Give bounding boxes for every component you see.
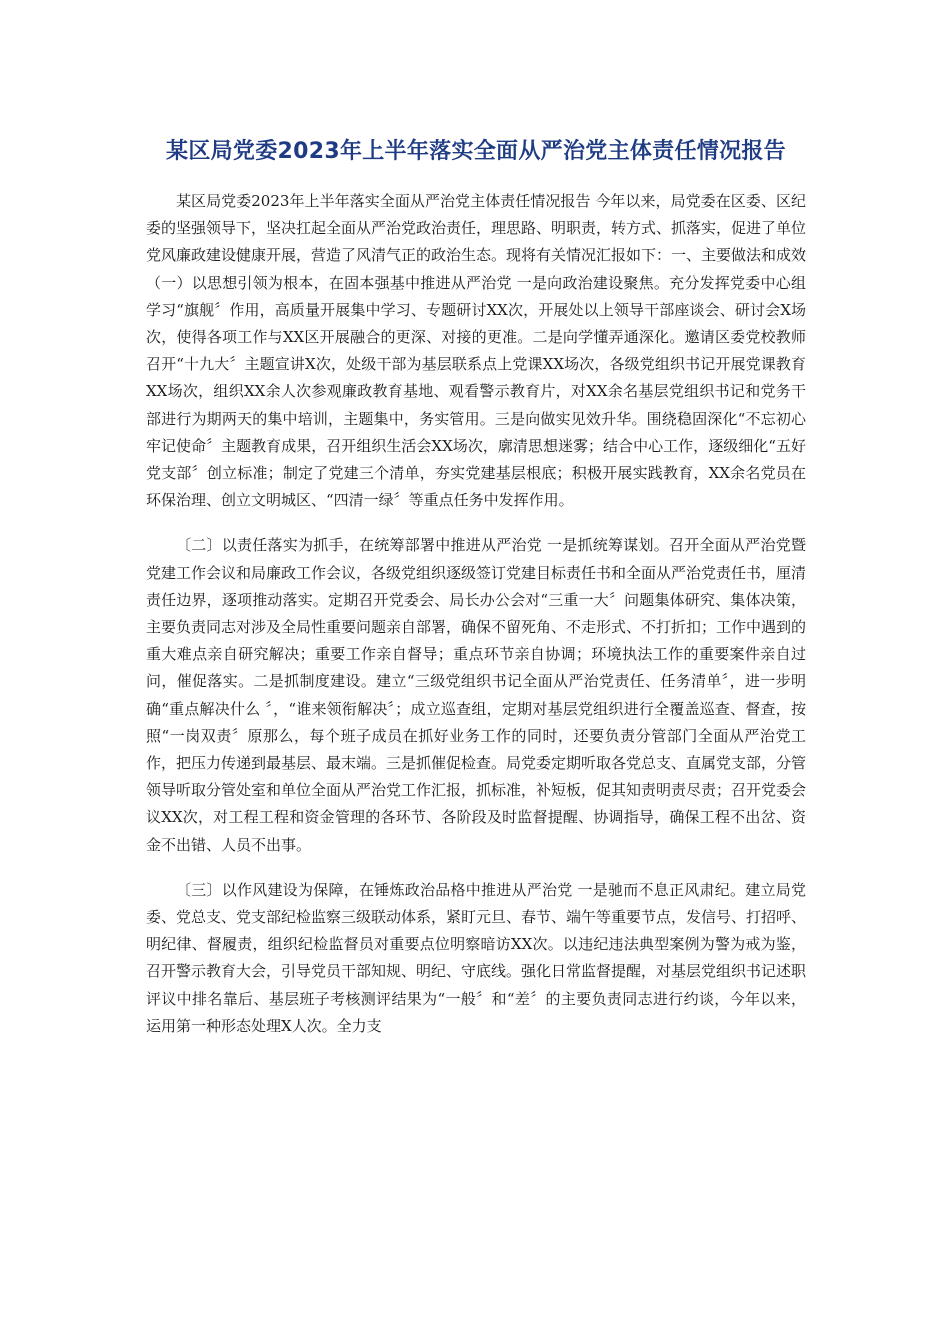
document-title: 某区局党委2023年上半年落实全面从严治党主体责任情况报告: [166, 139, 786, 164]
document-page: [146, 0, 806, 1040]
paragraph-intro-and-section-1: 某区局党委2023年上半年落实全面从严治党主体责任情况报告 今年以来，局党委在区委、区纪委的坚强领导下，坚决扛起全面从严治党政治责任，理思路、明职责，转方式、抓落实，促进了单位党风廉政建设健康开展，营造了风清气正的政治生态。现将有关情况汇报如下：一、主要做法和成效（一）以思想引领为根本，在固本强基中推进从严治党 一是向政治建设聚焦。充分发挥党委中心组学习“旗舰〞作用，高质量开展集中学习、专题研讨XX次，开展处以上领导干部座谈会、研讨会X场次，使得各项工作与XX区开展融合的更深、对接的更准。二是向学懂弄通深化。邀请区委党校教师召开“十九大〞主题宣讲X次，处级干部为基层联系点上党课XX场次，各级党组织书记开展党课教育XX场次，组织XX余人次参观廉政教育基地、观看警示教育片，对XX余名基层党组织书记和党务干部进行为期两天的集中培训，主题集中，务实管用。三是向做实见效升华。围绕稳固深化“不忘初心牢记使命〞主题教育成果，召开组织生活会XX场次，廓清思想迷雾；结合中心工作，逐级细化“五好党支部〞创立标准；制定了党建三个清单，夯实党建基层根底；积极开展实践教育，XX余名党员在环保治理、创立文明城区、“四清一绿〞等重点任务中发挥作用。: [146, 192, 807, 510]
paragraph-section-3: 〔三〕以作风建设为保障，在锤炼政治品格中推进从严治党 一是驰而不息正风肃纪。建立局党委、党总支、党支部纪检监察三级联动体系，紧盯元旦、春节、端午等重要节点，发信号、打招呼、明纪律、督履责，组织纪检监督员对重要点位明察暗访XX次。以违纪违法典型案例为警为戒为鉴，召开警示教育大会，引导党员干部知规、明纪、守底线。强化日常监督提醒，对基层党组织书记述职评议中排名靠后、基层班子考核测评结果为“一般〞和“差〞的主要负责同志进行约谈，今年以来，运用第一种形态处理X人次。全力支: [146, 880, 807, 1035]
paragraph-section-2: 〔二〕以责任落实为抓手，在统筹部署中推进从严治党 一是抓统筹谋划。召开全面从严治党暨党建工作会议和局廉政工作会议，各级党组织逐级签订党建目标责任书和全面从严治党责任书，厘清责任边界，逐项推动落实。定期召开党委会、局长办公会对“三重一大〞问题集体研究、集体决策，主要负责同志对涉及全局性重要问题亲自部署，确保不留死角、不走形式、不打折扣；工作中遇到的重大难点亲自研究解决；重要工作亲自督导；重点环节亲自协调；环境执法工作的重要案件亲自过问，催促落实。二是抓制度建设。建立“三级党组织书记全面从严治党责任、任务清单〞，进一步明确“重点解决什么 〞，“谁来领衔解决〞；成立巡查组，定期对基层党组织进行全覆盖巡查、督查，按照“一岗双责〞原那么，每个班子成员在抓好业务工作的同时，还要负责分管部门全面从严治党工作，把压力传递到最基层、最末端。三是抓催促检查。局党委定期听取各党总支、直属党支部，分管领导听取分管处室和单位全面从严治党工作汇报，抓标准，补短板，促其知责明责尽责；召开党委会议XX次，对工程工程和资金管理的各环节、各阶段及时监督提醒、协调指导，确保工程不出岔、资金不出错、人员不出事。: [146, 536, 807, 854]
